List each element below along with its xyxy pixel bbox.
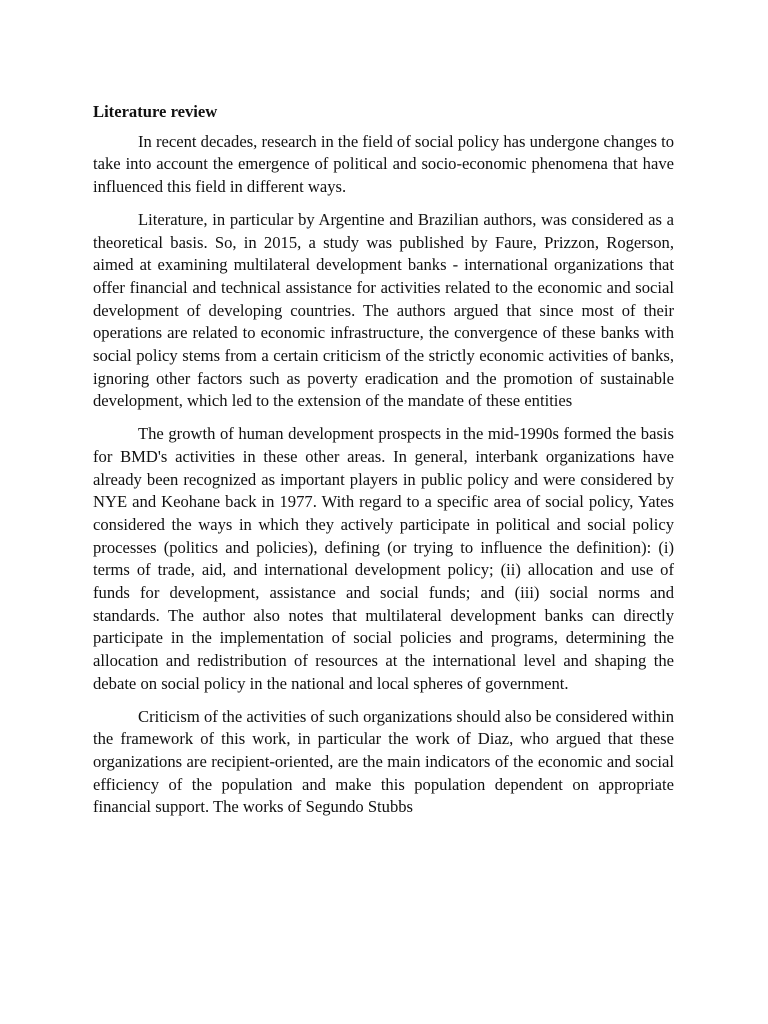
section-heading: Literature review [93, 102, 218, 121]
paragraph-4: Criticism of the activities of such organizations should also be considered within the framework of this work, in particular the work of Diaz, who argued that these organizations are recipient-oriented, are the main indicators of the economic and social efficiency of the population and make this population dependent on appropriate financial support. The works of Segundo Stubbs [93, 706, 674, 817]
paragraph-1: In recent decades, research in the field of social policy has undergone changes to take into account the emergence of political and socio-economic phenomena that have influenced this field in different ways. [93, 131, 675, 197]
paragraph-3: The growth of human development prospects in the mid-1990s formed the basis for BMD's activities in these other areas. In general, interbank organizations have already been recognized as important players in public policy and were considered by NYE and Keohane back in 1977. With regard to a specific area of social policy, Yates considered the ways in which they actively participate in political and social policy processes (politics and policies), defining (or trying to influence the definition): (i) terms of trade, aid, and international development policy; (ii) allocation and use of funds for development, assistance and social funds; and (iii) social norms and standards. The author also notes that multilateral development banks can directly participate in the implementation of social policies and programs, determining the allocation and redistribution of resources at the international level and shaping the debate on social policy in the national and local spheres of government. [93, 424, 674, 693]
document-page [93, 101, 674, 819]
paragraph-2: Literature, in particular by Argentine and Brazilian authors, was considered as a theoretical basis. So, in 2015, a study was published by Faure, Prizzon, Rogerson, aimed at examining multilateral development banks - international organizations that offer financial and technical assistance for activities related to the economic and social development of developing countries. The authors argued that since most of their operations are related to economic infrastructure, the convergence of these banks with social policy stems from a certain criticism of the strictly economic activities of banks, ignoring other factors such as poverty eradication and the promotion of sustainable development, which led to the extension of the mandate of these entities [93, 209, 674, 411]
